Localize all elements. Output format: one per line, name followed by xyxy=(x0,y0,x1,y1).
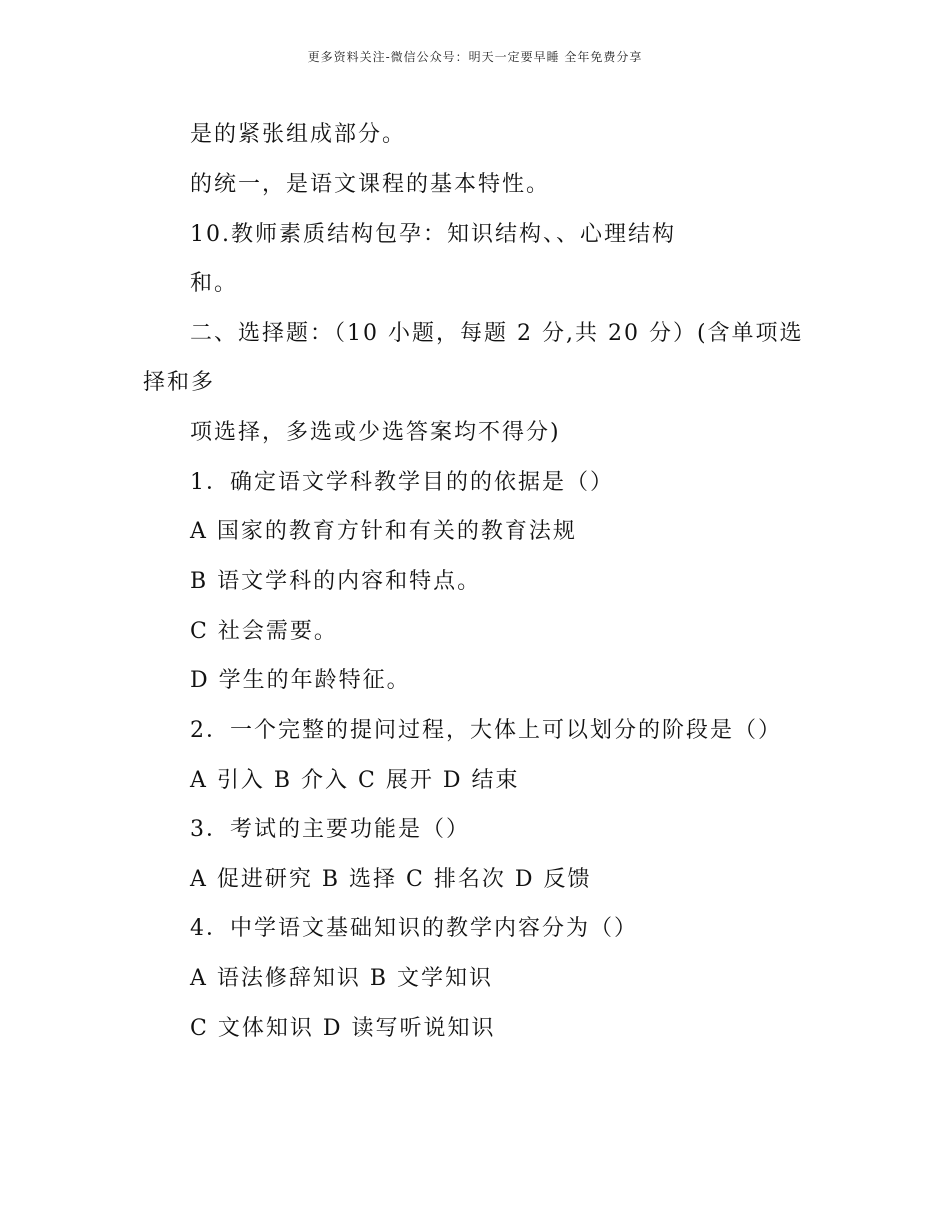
option-line: C 社会需要。 xyxy=(190,619,338,644)
text-line: 10.教师素质结构包孕：知识结构、、心理结构 xyxy=(190,222,676,247)
option-line: A 引入 B 介入 C 展开 D 结束 xyxy=(190,768,520,793)
text-line: 和。 xyxy=(190,271,239,296)
question-3: 3．考试的主要功能是（） xyxy=(190,817,470,842)
page-header: 更多资料关注-微信公众号：明天一定要早睡 全年免费分享 xyxy=(307,50,643,64)
option-line: B 语文学科的内容和特点。 xyxy=(190,569,482,594)
question-2: 2．一个完整的提问过程，大体上可以划分的阶段是（） xyxy=(190,718,782,743)
option-line: A 语法修辞知识 B 文学知识 xyxy=(190,966,494,991)
option-line: D 学生的年龄特征。 xyxy=(190,668,411,693)
option-line: A 国家的教育方针和有关的教育法规 xyxy=(190,519,577,544)
text-line: 是的紧张组成部分。 xyxy=(190,122,407,147)
text-line: 择和多 xyxy=(143,370,216,395)
option-line: A 促进研究 B 选择 C 排名次 D 反馈 xyxy=(190,867,592,892)
section-heading: 二、选择题：（10 小题，每题 2 分,共 20 分）(含单项选 xyxy=(190,321,804,346)
text-line: 项选择，多选或少选答案均不得分) xyxy=(190,420,561,445)
question-4: 4．中学语文基础知识的教学内容分为（） xyxy=(190,916,638,941)
question-1: 1．确定语文学科教学目的的依据是（） xyxy=(190,470,614,495)
text-line: 的统一，是语文课程的基本特性。 xyxy=(190,172,551,197)
option-line: C 文体知识 D 读写听说知识 xyxy=(190,1016,496,1041)
